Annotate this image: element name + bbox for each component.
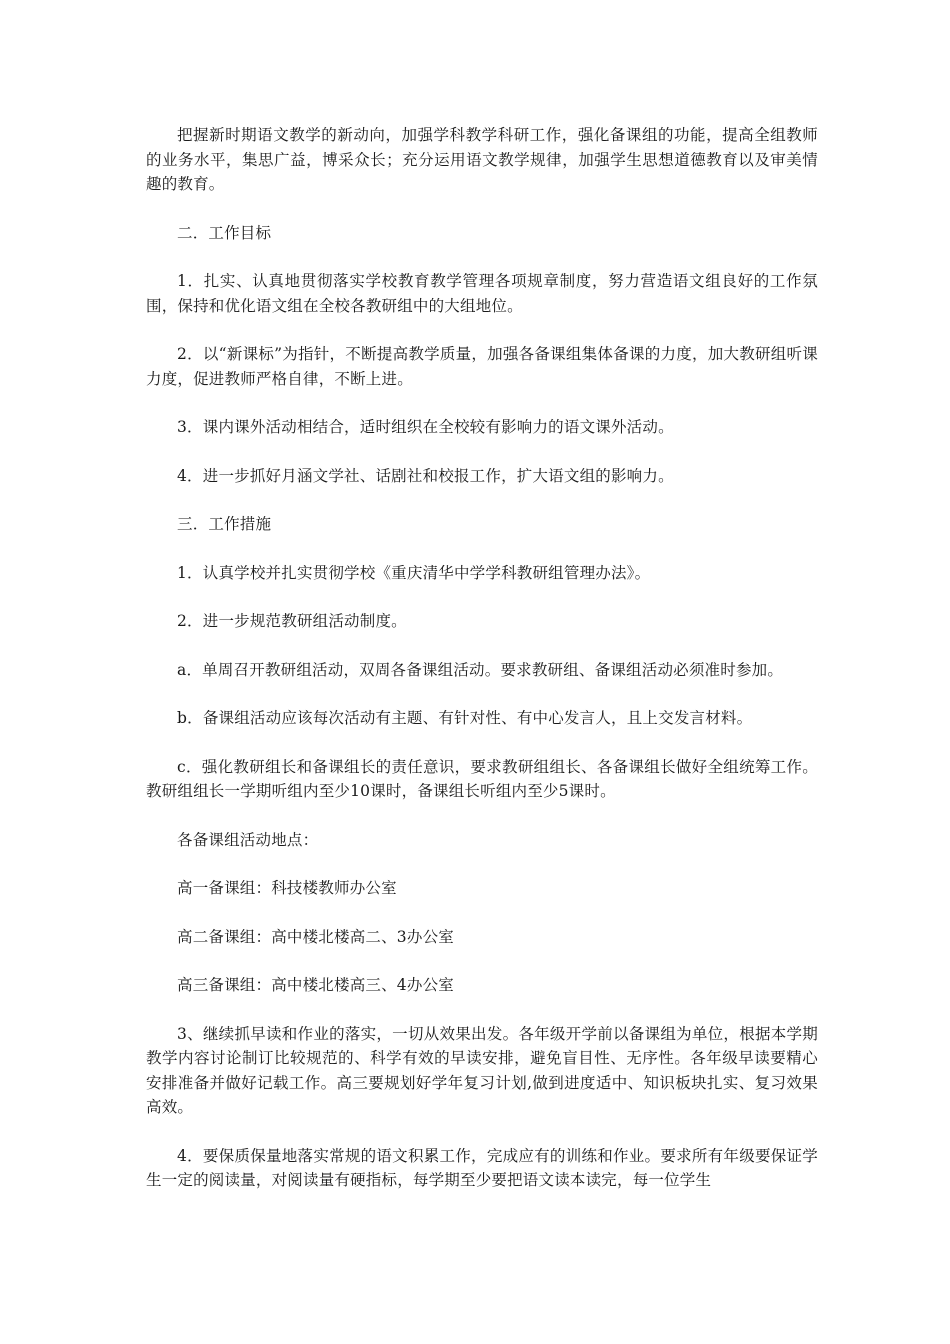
location-grade-3: 高三备课组：高中楼北楼高三、4办公室 <box>177 976 454 994</box>
locations-heading: 各备课组活动地点： <box>177 830 319 849</box>
measure-item-1: 1．认真学校并扎实贯彻学校《重庆清华中学学科教研组管理办法》。 <box>177 563 651 582</box>
document-page <box>146 123 818 1193</box>
measure-item-4: 4．要保质保量地落实常规的语文积累工作，完成应有的训练和作业。要求所有年级要保证学生一定的阅读量，对阅读量有硬指标，每学期至少要把语文读本读完，每一位学生 <box>146 1146 818 1189</box>
location-grade-2: 高二备课组：高中楼北楼高二、3办公室 <box>177 927 454 946</box>
heading-work-goals: 二．工作目标 <box>177 223 272 242</box>
goal-item-3: 3．课内课外活动相结合，适时组织在全校较有影响力的语文课外活动。 <box>177 418 674 436</box>
measure-subitem-c: c．强化教研组长和备课组长的责任意识，要求教研组组长、各备课组长做好全组统筹工作。教研组组长一学期听组内至少10课时，备课组长听组内至少5课时。 <box>146 757 818 800</box>
measure-subitem-b: b．备课组活动应该每次活动有主题、有针对性、有中心发言人，且上交发言材料。 <box>177 709 753 727</box>
measure-item-2: 2．进一步规范教研组活动制度。 <box>177 612 407 630</box>
goal-item-2: 2．以“新课标”为指针，不断提高教学质量，加强各备课组集体备课的力度，加大教研组听课力度，促进教师严格自律，不断上进。 <box>146 345 818 388</box>
goal-item-4: 4．进一步抓好月涵文学社、话剧社和校报工作，扩大语文组的影响力。 <box>177 466 674 485</box>
heading-work-measures: 三．工作措施 <box>177 515 272 533</box>
goal-item-1: 1．扎实、认真地贯彻落实学校教育教学管理各项规章制度，努力营造语文组良好的工作氛围，保持和优化语文组在全校各教研组中的大组地位。 <box>146 272 818 315</box>
measure-item-3: 3、继续抓早读和作业的落实，一切从效果出发。各年级开学前以备课组为单位，根据本学期教学内容讨论制订比较规范的、科学有效的早读安排，避免盲目性、无序性。各年级早读要精心安排准备并做好记载工作。高三要规划好学年复习计划,做到进度适中、知识板块扎实、复习效果高效。 <box>146 1024 818 1116</box>
paragraph-intro: 把握新时期语文教学的新动向，加强学科教学科研工作，强化备课组的功能，提高全组教师的业务水平，集思广益，博采众长；充分运用语文教学规律，加强学生思想道德教育以及审美情趣的教育。 <box>146 126 818 193</box>
measure-subitem-a: a．单周召开教研组活动，双周各备课组活动。要求教研组、备课组活动必须准时参加。 <box>177 660 784 679</box>
location-grade-1: 高一备课组：科技楼教师办公室 <box>177 879 397 897</box>
